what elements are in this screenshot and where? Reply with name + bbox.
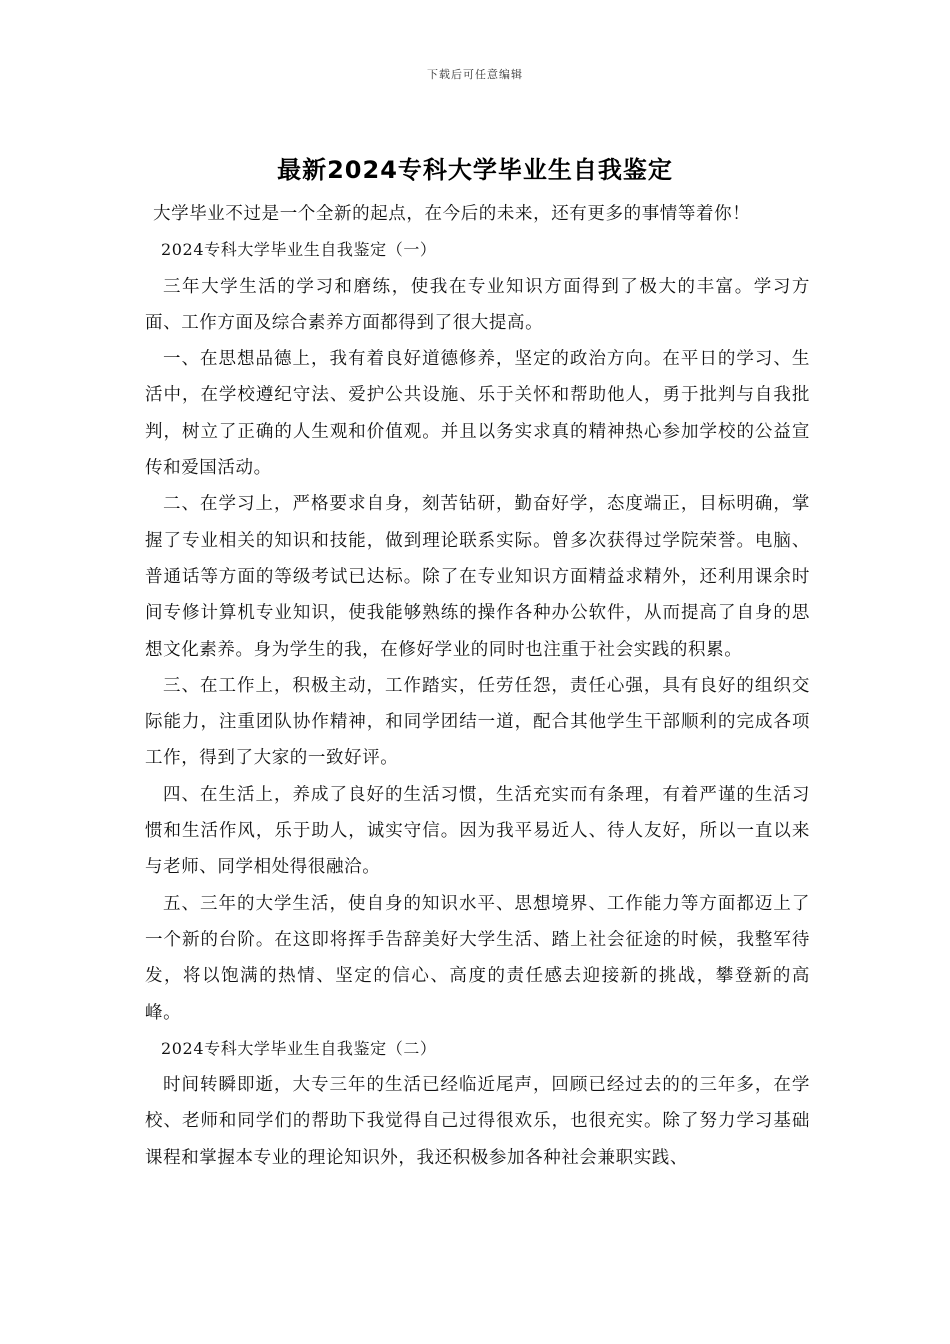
body-paragraph: 时间转瞬即逝，大专三年的生活已经临近尾声，回顾已经过去的的三年多，在学校、老师和同学们的帮助下我觉得自己过得很欢乐，也很充实。除了努力学习基础课程和掌握本专业的理论知识外，我还积极参加各种社会兼职实践、 (145, 1075, 810, 1168)
body-paragraph: 五、三年的大学生活，使自身的知识水平、思想境界、工作能力等方面都迈上了一个新的台阶。在这即将挥手告辞美好大学生活、踏上社会征途的时候，我整军待发，将以饱满的热情、坚定的信心、高度的责任感去迎接新的挑战，攀登新的高峰。 (145, 893, 810, 1023)
document-title: 最新2024专科大学毕业生自我鉴定 (277, 156, 673, 184)
header-note: 下载后可任意编辑 (427, 68, 523, 81)
body-paragraph: 三、在工作上，积极主动，工作踏实，任劳任怨，责任心强，具有良好的组织交际能力，注重团队协作精神，和同学团结一道，配合其他学生干部顺利的完成各项工作，得到了大家的一致好评。 (145, 675, 810, 769)
document-body (145, 196, 810, 1176)
section-heading-1: 2024专科大学毕业生自我鉴定（一） (161, 240, 437, 260)
body-paragraph: 一、在思想品德上，我有着良好道德修养，坚定的政治方向。在平日的学习、生活中，在学校遵纪守法、爱护公共设施、乐于关怀和帮助他人，勇于批判与自我批判，树立了正确的人生观和价值观。并且以务实求真的精神热心参加学校的公益宣传和爱国活动。 (145, 349, 810, 479)
body-paragraph: 二、在学习上，严格要求自身，刻苦钻研，勤奋好学，态度端正，目标明确，掌握了专业相关的知识和技能，做到理论联系实际。曾多次获得过学院荣誉。电脑、普通话等方面的等级考试已达标。除了在专业知识方面精益求精外，还利用课余时间专修计算机专业知识，使我能够熟练的操作各种办公软件，从而提高了自身的思想文化素养。身为学生的我，在修好学业的同时也注重于社会实践的积累。 (145, 494, 810, 660)
body-paragraph: 四、在生活上，养成了良好的生活习惯，生活充实而有条理，有着严谨的生活习惯和生活作风，乐于助人，诚实守信。因为我平易近人、待人友好，所以一直以来与老师、同学相处得很融洽。 (145, 784, 810, 878)
intro-paragraph: 大学毕业不过是一个全新的起点，在今后的未来，还有更多的事情等着你！ (153, 204, 751, 224)
section-heading-2: 2024专科大学毕业生自我鉴定（二） (161, 1038, 437, 1058)
body-paragraph: 三年大学生活的学习和磨练，使我在专业知识方面得到了极大的丰富。学习方面、工作方面及综合素养方面都得到了很大提高。 (145, 276, 810, 333)
